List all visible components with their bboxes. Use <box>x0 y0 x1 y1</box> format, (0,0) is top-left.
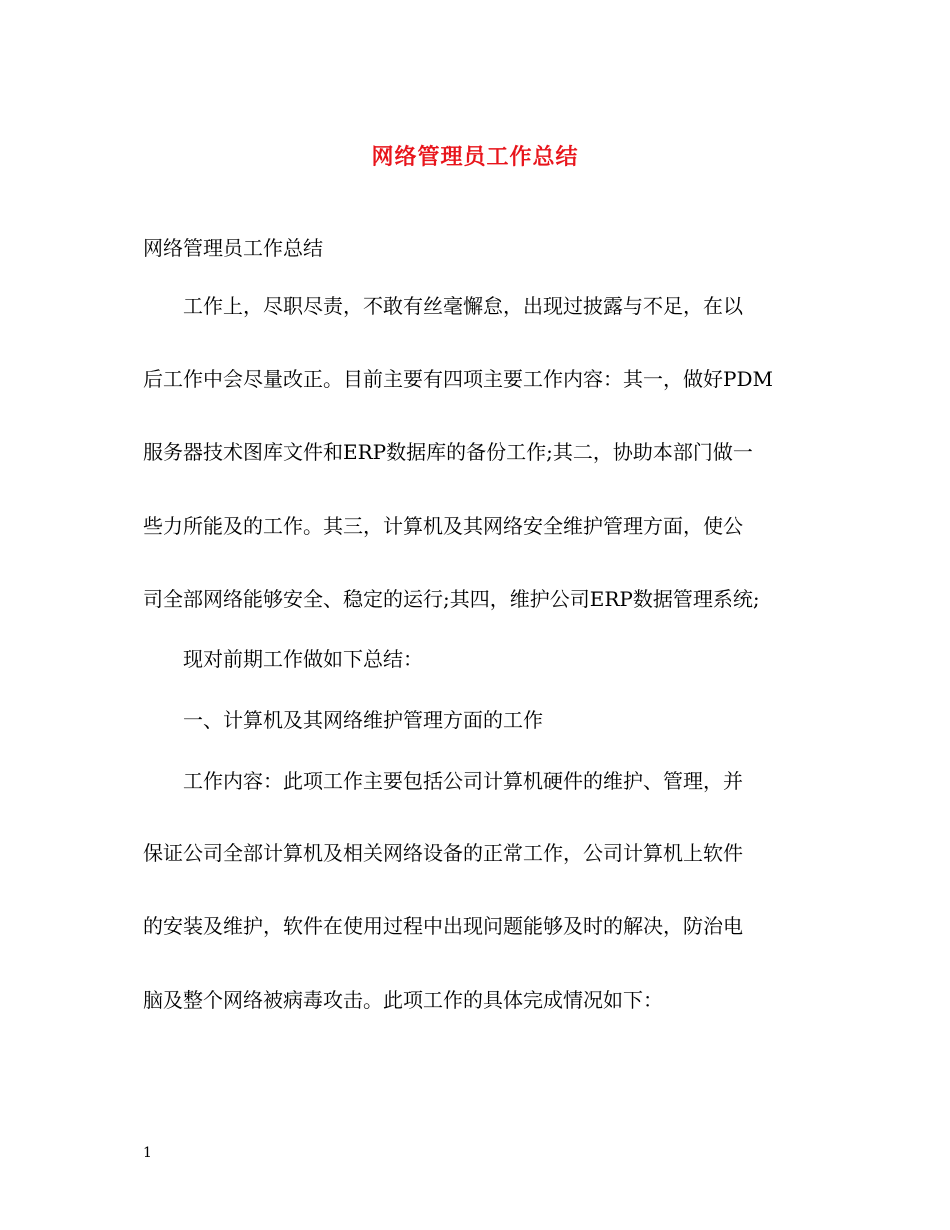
paragraph-line: 服务器技术图库文件和ERP数据库的备份工作;其二，协助本部门做一 <box>143 440 753 464</box>
paragraph-line: 脑及整个网络被病毒攻击。此项工作的具体完成情况如下： <box>143 988 663 1012</box>
section-heading: 一、计算机及其网络维护管理方面的工作 <box>183 708 543 732</box>
subtitle-line: 网络管理员工作总结 <box>143 236 323 260</box>
paragraph-line: 司全部网络能够安全、稳定的运行;其四，维护公司ERP数据管理系统; <box>143 587 760 611</box>
paragraph-line: 些力所能及的工作。其三，计算机及其网络安全维护管理方面，使公 <box>143 514 743 538</box>
paragraph-line: 后工作中会尽量改正。目前主要有四项主要工作内容：其一，做好PDM <box>143 367 773 391</box>
page-number: 1 <box>143 1145 152 1161</box>
paragraph-line: 现对前期工作做如下总结： <box>183 647 423 671</box>
paragraph-line: 工作内容：此项工作主要包括公司计算机硬件的维护、管理，并 <box>183 769 743 793</box>
paragraph-line: 保证公司全部计算机及相关网络设备的正常工作，公司计算机上软件 <box>143 841 743 865</box>
document-title: 网络管理员工作总结 <box>371 144 579 170</box>
paragraph-line: 的安装及维护，软件在使用过程中出现问题能够及时的解决，防治电 <box>143 914 743 938</box>
paragraph-line: 工作上，尽职尽责，不敢有丝毫懈怠，出现过披露与不足，在以 <box>183 294 743 318</box>
